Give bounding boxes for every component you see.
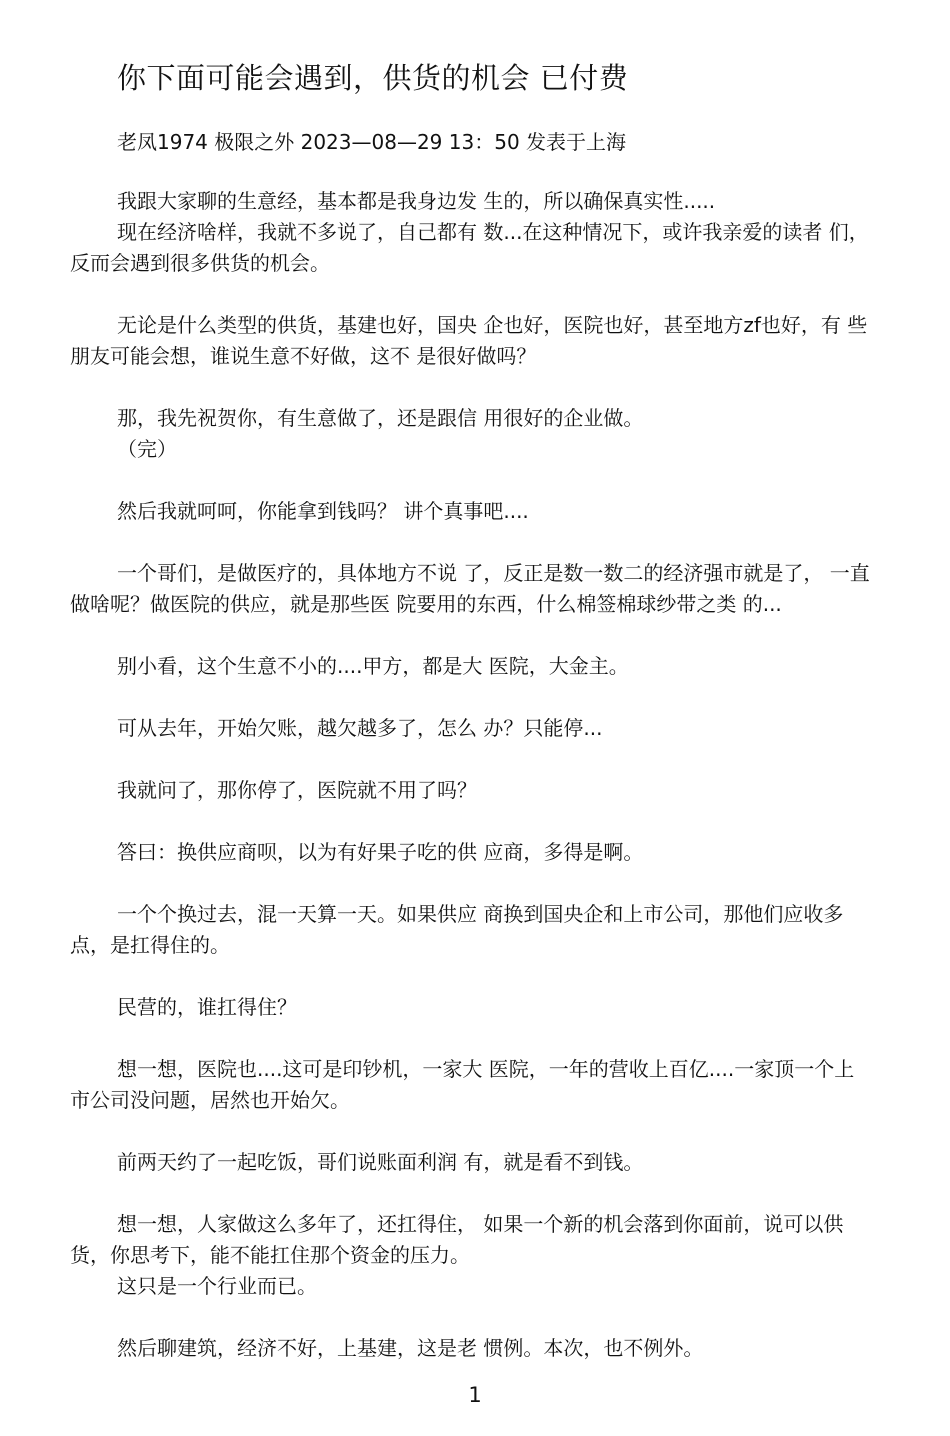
article-body	[70, 186, 876, 1395]
paragraph: 这只是一个行业而已。	[117, 1274, 317, 1298]
paragraph: 然后聊建筑，经济不好，上基建，这是老 惯例。本次，也不例外。	[117, 1336, 704, 1360]
paragraph: 我跟大家聊的生意经，基本都是我身边发 生的，所以确保真实性.....	[117, 189, 716, 213]
paragraph: 想一想，人家做这么多年了，还扛得住， 如果一个新的机会落到你面前，说可以供 货，你思考下，能不能扛住那个资金的压力。	[70, 1212, 844, 1267]
paragraph: 然后我就呵呵，你能拿到钱吗？ 讲个真事吧....	[117, 499, 529, 523]
paragraph: 民营的，谁扛得住？	[117, 995, 297, 1019]
paragraph: （完）	[117, 437, 177, 461]
paragraph: 想一想，医院也....这可是印钞机，一家大 医院，一年的营收上百亿....一家顶一个上 市公司没问题，居然也开始欠。	[70, 1057, 855, 1112]
paragraph: 前两天约了一起吃饭，哥们说账面利润 有，就是看不到钱。	[117, 1150, 644, 1174]
paragraph: 那，我先祝贺你，有生意做了，还是跟信 用很好的企业做。	[117, 406, 644, 430]
paragraph: 可从去年，开始欠账，越欠越多了，怎么 办？只能停...	[117, 716, 603, 740]
paragraph: 别小看，这个生意不小的....甲方，都是大 医院，大金主。	[117, 654, 629, 678]
page-number: 1	[468, 1383, 482, 1407]
paragraph: 无论是什么类型的供货，基建也好，国央 企也好，医院也好，甚至地方zf也好，有 些朋友可能会想，谁说生意不好做，这不 是很好做吗？	[70, 313, 868, 368]
paragraph: 答曰：换供应商呗，以为有好果子吃的供 应商，多得是啊。	[117, 840, 644, 864]
article-title: 你下面可能会遇到，供货的机会 已付费	[117, 61, 629, 95]
paragraph: 一个哥们，是做医疗的，具体地方不说 了，反正是数一数二的经济强市就是了， 一直做啥呢？做医院的供应，就是那些医 院要用的东西，什么棉签棉球纱带之类 的...	[70, 561, 870, 616]
paragraph: 我就问了，那你停了，医院就不用了吗？	[117, 778, 477, 802]
article-byline: 老凤1974 极限之外 2023—08—29 13：50 发表于上海	[117, 130, 627, 154]
paragraph: 现在经济啥样，我就不多说了，自己都有 数...在这种情况下，或许我亲爱的读者 们，反而会遇到很多供货的机会。	[70, 220, 869, 275]
paragraph: 一个个换过去，混一天算一天。如果供应 商换到国央企和上市公司，那他们应收多 点，是扛得住的。	[70, 902, 844, 957]
